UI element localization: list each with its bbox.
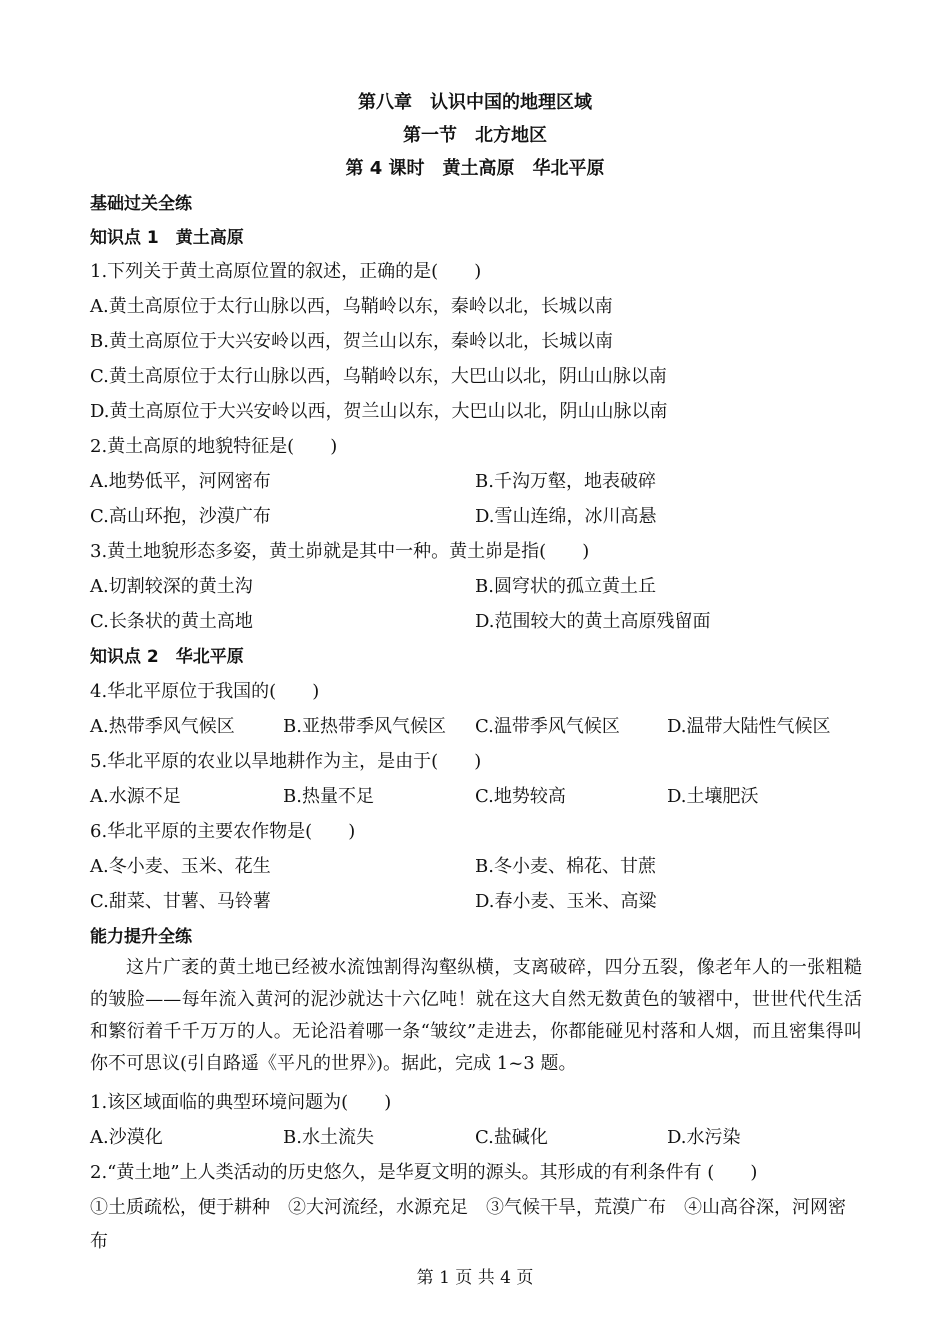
question-4-stem: 4.华北平原位于我国的( ) xyxy=(90,681,320,702)
question-3-option-a: A.切割较深的黄土沟 xyxy=(90,576,253,597)
question-1-option-c: C.黄土高原位于太行山脉以西，乌鞘岭以东，大巴山以北，阴山山脉以南 xyxy=(90,366,667,387)
ability-question-1-stem: 1.该区域面临的典型环境问题为( ) xyxy=(90,1092,392,1113)
question-4-option-a: A.热带季风气候区 xyxy=(90,716,235,737)
question-4-option-b: B.亚热带季风气候区 xyxy=(283,716,446,737)
question-5-option-c: C.地势较高 xyxy=(475,786,566,807)
ability-question-1-option-c: C.盐碱化 xyxy=(475,1127,548,1148)
basic-heading: 基础过关全练 xyxy=(90,194,192,214)
question-3-option-b: B.圆穹状的孤立黄土丘 xyxy=(475,576,656,597)
question-5-option-a: A.水源不足 xyxy=(90,786,181,807)
question-1-option-a: A.黄土高原位于太行山脉以西，乌鞘岭以东，秦岭以北，长城以南 xyxy=(90,296,613,317)
ability-question-1-option-b: B.水土流失 xyxy=(283,1127,374,1148)
question-1-stem: 1.下列关于黄土高原位置的叙述，正确的是( ) xyxy=(90,261,482,282)
question-4-option-c: C.温带季风气候区 xyxy=(475,716,620,737)
question-5-option-d: D.土壤肥沃 xyxy=(667,786,759,807)
ability-question-2-items: ①土质疏松，便于耕种 ②大河流经，水源充足 ③气候干旱，荒漠广布 ④山高谷深，河网密布 xyxy=(90,1197,846,1252)
question-2-option-d: D.雪山连绵，冰川高悬 xyxy=(475,506,657,527)
ability-question-1-option-d: D.水污染 xyxy=(667,1127,741,1148)
question-6-option-b: B.冬小麦、棉花、甘蔗 xyxy=(475,856,656,877)
question-3-option-d: D.范围较大的黄土高原残留面 xyxy=(475,611,711,632)
question-5-option-b: B.热量不足 xyxy=(283,786,374,807)
reading-passage: 这片广袤的黄土地已经被水流蚀割得沟壑纵横，支离破碎，四分五裂，像老年人的一张粗糙的皱脸——每年流入黄河的泥沙就达十六亿吨！就在这大自然无数黄色的皱褶中，世世代代生活和繁衍着千千万万的人。无论沿着哪一条“皱纹”走进去，你都能碰见村落和人烟，而且密集得叫你不可思议(引自路遥《平凡的世界》)。据此，完成 1~3 题。 xyxy=(90,957,862,1074)
question-3-stem: 3.黄土地貌形态多姿，黄土峁就是其中一种。黄土峁是指( ) xyxy=(90,541,590,562)
question-3-option-c: C.长条状的黄土高地 xyxy=(90,611,253,632)
knowledge-point-2: 知识点 2 华北平原 xyxy=(90,647,244,667)
question-6-stem: 6.华北平原的主要农作物是( ) xyxy=(90,821,356,842)
question-6-option-d: D.春小麦、玉米、高粱 xyxy=(475,891,657,912)
question-6-option-a: A.冬小麦、玉米、花生 xyxy=(90,856,271,877)
chapter-title: 第八章 认识中国的地理区域 xyxy=(358,92,592,113)
question-5-stem: 5.华北平原的农业以旱地耕作为主，是由于( ) xyxy=(90,751,482,772)
ability-question-1-option-a: A.沙漠化 xyxy=(90,1127,163,1148)
ability-heading: 能力提升全练 xyxy=(90,927,192,947)
question-2-stem: 2.黄土高原的地貌特征是( ) xyxy=(90,436,338,457)
knowledge-point-1: 知识点 1 黄土高原 xyxy=(90,228,244,248)
lesson-title: 第 4 课时 黄土高原 华北平原 xyxy=(345,158,605,179)
question-1-option-b: B.黄土高原位于大兴安岭以西，贺兰山以东，秦岭以北，长城以南 xyxy=(90,331,613,352)
question-2-option-b: B.千沟万壑，地表破碎 xyxy=(475,471,656,492)
question-2-option-a: A.地势低平，河网密布 xyxy=(90,471,271,492)
page-number-footer: 第 1 页 共 4 页 xyxy=(416,1268,534,1288)
question-6-option-c: C.甜菜、甘薯、马铃薯 xyxy=(90,891,271,912)
question-4-option-d: D.温带大陆性气候区 xyxy=(667,716,831,737)
section-title: 第一节 北方地区 xyxy=(403,125,547,146)
question-1-option-d: D.黄土高原位于大兴安岭以西，贺兰山以东，大巴山以北，阴山山脉以南 xyxy=(90,401,668,422)
question-2-option-c: C.高山环抱，沙漠广布 xyxy=(90,506,271,527)
ability-question-2-stem: 2.“黄土地”上人类活动的历史悠久，是华夏文明的源头。其形成的有利条件有 ( ) xyxy=(90,1162,758,1183)
